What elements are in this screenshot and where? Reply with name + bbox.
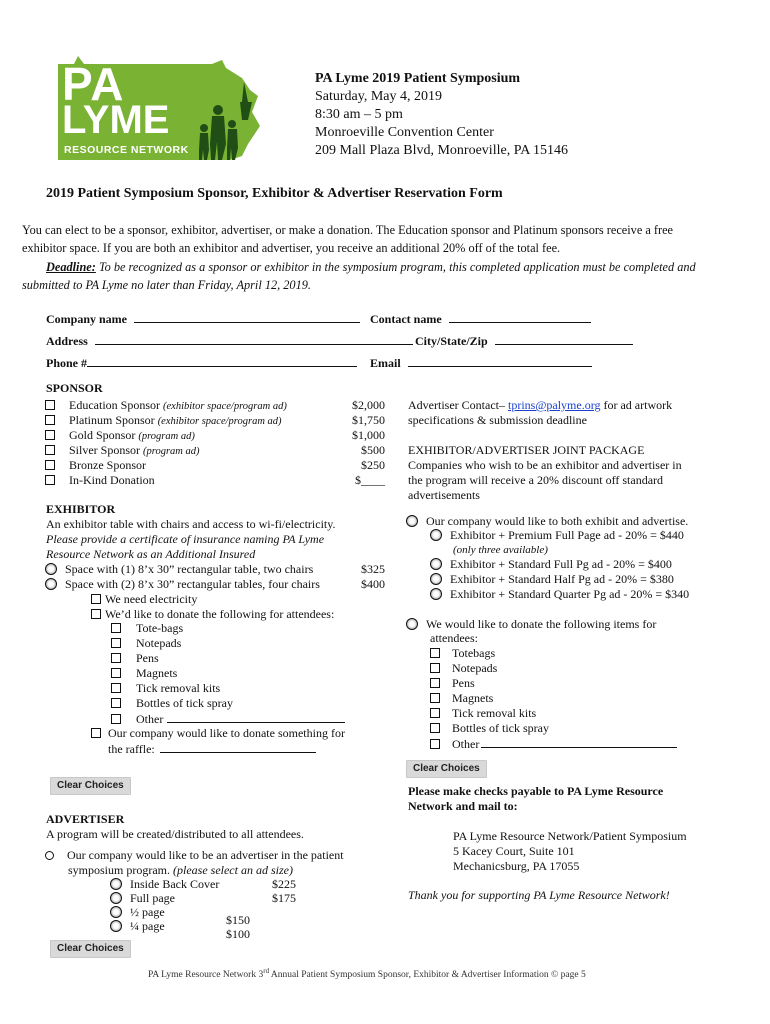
logo-line-network: RESOURCE NETWORK <box>64 144 189 156</box>
joint-donate-item[interactable] <box>430 736 677 752</box>
phone-field <box>46 355 357 371</box>
joint-donate-item[interactable] <box>430 661 497 676</box>
joint-donate-item[interactable] <box>430 721 549 736</box>
exhibitor-donate-item-checkbox[interactable] <box>111 683 121 693</box>
footer-page: page 5 <box>558 970 586 981</box>
joint-donate-checkbox[interactable] <box>430 739 440 749</box>
exhibitor-option-1-price: $325 <box>361 562 385 576</box>
sponsor-option[interactable] <box>45 428 195 444</box>
joint-donate-checkbox[interactable] <box>430 723 440 733</box>
sponsor-name: Education Sponsor <box>69 398 163 412</box>
joint-donate-checkbox[interactable] <box>430 663 440 673</box>
payment-line-1: Please make checks payable to PA Lyme Resource <box>408 784 664 798</box>
deadline-label: Deadline: <box>46 260 96 274</box>
ad-size-option[interactable] <box>110 905 165 920</box>
company-field <box>46 311 360 327</box>
sponsor-option[interactable] <box>45 398 287 414</box>
sponsor-checkbox[interactable] <box>45 430 55 440</box>
sponsor-option[interactable] <box>45 443 200 459</box>
electricity-option[interactable] <box>91 592 197 607</box>
exhibitor-option-2-radio[interactable] <box>45 578 57 590</box>
sponsor-checkbox[interactable] <box>45 400 55 410</box>
deadline-line-1 <box>46 259 696 276</box>
exhibitor-donate-item-label: Tick removal kits <box>136 681 221 695</box>
joint-donate-label-2: attendees: <box>430 631 478 645</box>
joint-donate-checkbox[interactable] <box>430 678 440 688</box>
joint-donate-item-label: Bottles of tick spray <box>452 721 549 735</box>
joint-donate-item-label: Notepads <box>452 661 498 675</box>
joint-package-option[interactable] <box>430 587 689 602</box>
ad-size-option[interactable] <box>110 919 165 934</box>
joint-package-option[interactable] <box>430 557 672 572</box>
sponsor-option[interactable] <box>45 473 155 489</box>
sponsor-heading: SPONSOR <box>46 381 103 395</box>
copyright-icon: © <box>551 970 559 981</box>
footer <box>148 964 586 983</box>
ad-size-radio[interactable] <box>110 906 122 918</box>
ad-size-price: $150 <box>226 913 250 927</box>
advertiser-heading: ADVERTISER <box>46 812 125 826</box>
joint-other-input[interactable] <box>481 736 677 748</box>
sponsor-note: (exhibitor space/program ad) <box>157 416 282 427</box>
joint-package-label: Exhibitor + Standard Half Pg ad - 20% = $380 <box>450 572 674 586</box>
joint-clear-choices-button[interactable]: Clear Choices <box>406 760 487 778</box>
exhibitor-donate-item-checkbox[interactable] <box>111 668 121 678</box>
deadline-line-2: submitted to PA Lyme no later than Friday, April 12, 2019. <box>22 278 311 292</box>
exhibitor-donate-item-label: Pens <box>136 651 159 665</box>
email-label: Email <box>370 356 401 370</box>
joint-donate-item-label: Tick removal kits <box>452 706 537 720</box>
joint-donate-item[interactable] <box>430 706 536 721</box>
ad-size-radio[interactable] <box>110 878 122 890</box>
joint-only-three: (only three available) <box>453 544 548 556</box>
electricity-checkbox[interactable] <box>91 594 101 604</box>
event-date: Saturday, May 4, 2019 <box>315 89 443 104</box>
exhibitor-donate-item-label: Other <box>136 712 164 726</box>
event-time: 8:30 am – 5 pm <box>315 107 403 122</box>
advertiser-label-2: symposium program. <box>68 863 173 877</box>
joint-both-radio[interactable] <box>406 515 418 527</box>
ad-size-label: ½ page <box>130 905 165 919</box>
sponsor-option[interactable] <box>45 458 146 474</box>
sponsor-name: Gold Sponsor <box>69 428 139 442</box>
joint-donate-item-label: Other <box>452 737 480 751</box>
advertiser-line-2 <box>68 863 293 878</box>
ad-size-label: ¼ page <box>130 919 165 933</box>
sponsor-name: In-Kind Donation <box>69 473 155 487</box>
exhibitor-donate-item-checkbox[interactable] <box>111 638 121 648</box>
intro-line-1: You can elect to be a sponsor, exhibitor, advertiser, or make a donation. The Education sponsor and Platinum sponsors receive a free <box>22 223 673 237</box>
deadline-text: To be recognized as a sponsor or exhibitor in the symposium program, this completed application must be completed and <box>95 260 696 274</box>
joint-both-label: Our company would like to both exhibit and advertise. <box>426 514 689 528</box>
sponsor-price: $500 <box>361 443 385 457</box>
exhibitor-donate-item-checkbox[interactable] <box>111 714 121 724</box>
sponsor-name: Silver Sponsor <box>69 443 144 457</box>
footer-text-a: PA Lyme Resource Network 3 <box>148 970 264 981</box>
exhibitor-donate-option[interactable] <box>91 607 334 622</box>
contact-label: Contact name <box>370 312 442 326</box>
advertiser-contact-email-link[interactable]: tprins@palyme.org <box>507 398 601 412</box>
sponsor-price: $1,000 <box>352 428 385 442</box>
sponsor-name: Bronze Sponsor <box>69 458 146 472</box>
joint-package-radio[interactable] <box>430 588 442 600</box>
sponsor-option[interactable] <box>45 413 282 429</box>
city-label: City/State/Zip <box>415 334 488 348</box>
ad-size-price: $100 <box>226 927 250 941</box>
sponsor-price: $2,000 <box>352 398 385 412</box>
joint-donate-item-label: Magnets <box>452 691 494 705</box>
exhibitor-donate-item-label: Bottles of tick spray <box>136 696 233 710</box>
advertiser-radio[interactable] <box>45 851 54 860</box>
joint-desc-1: Companies who wish to be an exhibitor and advertiser in <box>408 458 682 472</box>
ad-size-label: Inside Back Cover <box>130 877 220 891</box>
sponsor-name: Platinum Sponsor <box>69 413 158 427</box>
email-field <box>370 355 592 371</box>
exhibitor-donate-item-label: Notepads <box>136 636 182 650</box>
raffle-input[interactable] <box>160 741 316 753</box>
joint-donate-item[interactable] <box>430 676 475 691</box>
joint-donate-item-label: Totebags <box>452 646 496 660</box>
joint-both-option[interactable] <box>406 514 688 529</box>
exhibitor-donate-item[interactable] <box>111 666 177 681</box>
event-venue: Monroeville Convention Center <box>315 125 494 140</box>
exhibitor-donate-item-label: Tote-bags <box>136 621 184 635</box>
sponsor-note: (program ad) <box>138 431 195 442</box>
joint-heading: EXHIBITOR/ADVERTISER JOINT PACKAGE <box>408 443 645 457</box>
exhibitor-donate-item[interactable] <box>111 711 345 727</box>
exhibitor-note-2: Resource Network as an Additional Insured <box>46 547 256 561</box>
joint-package-option[interactable] <box>430 572 674 587</box>
exhibitor-clear-choices-button[interactable]: Clear Choices <box>50 777 131 795</box>
exhibitor-option-2-label: Space with (2) 8’x 30” rectangular tables, four chairs <box>65 577 320 591</box>
event-title: PA Lyme 2019 Patient Symposium <box>315 71 521 86</box>
exhibitor-option-1-label: Space with (1) 8’x 30” rectangular table, two chairs <box>65 562 314 576</box>
exhibitor-desc: An exhibitor table with chairs and access to wi-fi/electricity. <box>46 517 336 531</box>
joint-package-option[interactable] <box>430 528 684 543</box>
ad-size-option[interactable] <box>110 877 219 892</box>
raffle-label-2: the raffle: <box>108 742 155 756</box>
raffle-label-1: Our company would like to donate something for <box>108 726 345 740</box>
sponsor-checkbox[interactable] <box>45 460 55 470</box>
sponsor-checkbox[interactable] <box>45 475 55 485</box>
ad-size-radio[interactable] <box>110 920 122 932</box>
exhibitor-other-input[interactable] <box>167 711 345 723</box>
ad-size-label: Full page <box>130 891 175 905</box>
joint-donate-item[interactable] <box>430 691 493 706</box>
joint-package-radio[interactable] <box>430 573 442 585</box>
sponsor-checkbox[interactable] <box>45 445 55 455</box>
raffle-line-2 <box>108 741 316 757</box>
joint-donate-option[interactable] <box>406 617 656 632</box>
raffle-option[interactable] <box>91 726 345 741</box>
advertiser-label-1: Our company would like to be an advertiser in the patient <box>67 848 344 862</box>
address-label: Address <box>46 334 88 348</box>
joint-package-label: Exhibitor + Premium Full Page ad - 20% = $440 <box>450 528 684 542</box>
phone-input[interactable] <box>87 355 357 367</box>
advertiser-contact-line-2: specifications & submission deadline <box>408 413 587 427</box>
city-input[interactable] <box>495 333 633 345</box>
advertiser-desc: A program will be created/distributed to all attendees. <box>46 827 304 841</box>
ad-size-price: $225 <box>272 877 296 891</box>
footer-text-b: Annual Patient Symposium Sponsor, Exhibitor & Advertiser Information <box>269 970 552 981</box>
joint-package-label: Exhibitor + Standard Full Pg ad - 20% = $400 <box>450 557 672 571</box>
exhibitor-option-2-price: $400 <box>361 577 385 591</box>
company-label: Company name <box>46 312 128 326</box>
exhibitor-donate-label: We’d like to donate the following for attendees: <box>105 607 335 621</box>
joint-donate-item-label: Pens <box>452 676 475 690</box>
address-field <box>46 333 413 349</box>
exhibitor-donate-item-label: Magnets <box>136 666 178 680</box>
joint-donate-label-1: We would like to donate the following items for <box>426 617 657 631</box>
joint-package-radio[interactable] <box>430 558 442 570</box>
exhibitor-note-1: Please provide a certificate of insurance naming PA Lyme <box>46 532 325 546</box>
joint-desc-3: advertisements <box>408 488 480 502</box>
exhibitor-donate-item-checkbox[interactable] <box>111 698 121 708</box>
advertiser-contact-prefix: Advertiser Contact– <box>408 398 508 412</box>
exhibitor-heading: EXHIBITOR <box>46 502 116 516</box>
advertiser-clear-choices-button[interactable]: Clear Choices <box>50 940 131 958</box>
company-input[interactable] <box>134 311 360 323</box>
joint-donate-checkbox[interactable] <box>430 648 440 658</box>
logo <box>52 52 264 164</box>
exhibitor-donate-item[interactable] <box>111 696 233 711</box>
payment-address-2: 5 Kacey Court, Suite 101 <box>453 844 575 858</box>
advertiser-contact-line <box>408 398 672 413</box>
ad-size-price: $175 <box>272 891 296 905</box>
exhibitor-donate-item[interactable] <box>111 636 181 651</box>
exhibitor-option-1[interactable] <box>45 562 313 577</box>
phone-label: Phone # <box>46 356 88 370</box>
advertiser-note: (please select an ad size) <box>173 863 293 877</box>
advertiser-option[interactable] <box>45 848 344 863</box>
exhibitor-donate-item[interactable] <box>111 681 220 696</box>
joint-donate-radio[interactable] <box>406 618 418 630</box>
raffle-checkbox[interactable] <box>91 728 101 738</box>
joint-package-label: Exhibitor + Standard Quarter Pg ad - 20% = $340 <box>450 587 690 601</box>
joint-donate-item[interactable] <box>430 646 495 661</box>
thank-you: Thank you for supporting PA Lyme Resource Network! <box>408 888 670 902</box>
joint-package-radio[interactable] <box>430 529 442 541</box>
electricity-label: We need electricity <box>105 592 198 606</box>
payment-line-2: Network and mail to: <box>408 799 518 813</box>
exhibitor-donate-item[interactable] <box>111 621 183 636</box>
exhibitor-option-2[interactable] <box>45 577 320 592</box>
sponsor-note: (program ad) <box>143 446 200 457</box>
sponsor-price: $250 <box>361 458 385 472</box>
logo-line-lyme: LYME <box>62 98 170 142</box>
joint-desc-2: the program will receive a 20% discount off standard <box>408 473 664 487</box>
exhibitor-donate-checkbox[interactable] <box>91 609 101 619</box>
footer-sup: rd <box>263 967 270 975</box>
city-field <box>415 333 633 349</box>
email-input[interactable] <box>408 355 592 367</box>
payment-address-3: Mechanicsburg, PA 17055 <box>453 859 580 873</box>
form-title: 2019 Patient Symposium Sponsor, Exhibitor & Advertiser Reservation Form <box>46 186 503 201</box>
intro-line-2: exhibitor space. If you are both an exhibitor and advertiser, you receive an additional 20% off of the total fee. <box>22 241 561 255</box>
payment-address-1: PA Lyme Resource Network/Patient Symposium <box>453 829 687 843</box>
sponsor-price: $____ <box>355 473 385 487</box>
joint-donate-checkbox[interactable] <box>430 693 440 703</box>
exhibitor-donate-item-checkbox[interactable] <box>111 623 121 633</box>
ad-size-radio[interactable] <box>110 892 122 904</box>
contact-field <box>370 311 591 327</box>
advertiser-contact-suffix: for ad artwork <box>600 398 673 412</box>
exhibitor-option-1-radio[interactable] <box>45 563 57 575</box>
exhibitor-donate-item-checkbox[interactable] <box>111 653 121 663</box>
joint-donate-checkbox[interactable] <box>430 708 440 718</box>
sponsor-checkbox[interactable] <box>45 415 55 425</box>
exhibitor-donate-item[interactable] <box>111 651 159 666</box>
contact-input[interactable] <box>449 311 591 323</box>
address-input[interactable] <box>95 333 413 345</box>
ad-size-option[interactable] <box>110 891 175 906</box>
sponsor-price: $1,750 <box>352 413 385 427</box>
logo-line-pa: PA <box>62 58 125 110</box>
sponsor-note: (exhibitor space/program ad) <box>163 401 287 412</box>
event-address: 209 Mall Plaza Blvd, Monroeville, PA 15146 <box>315 143 569 158</box>
